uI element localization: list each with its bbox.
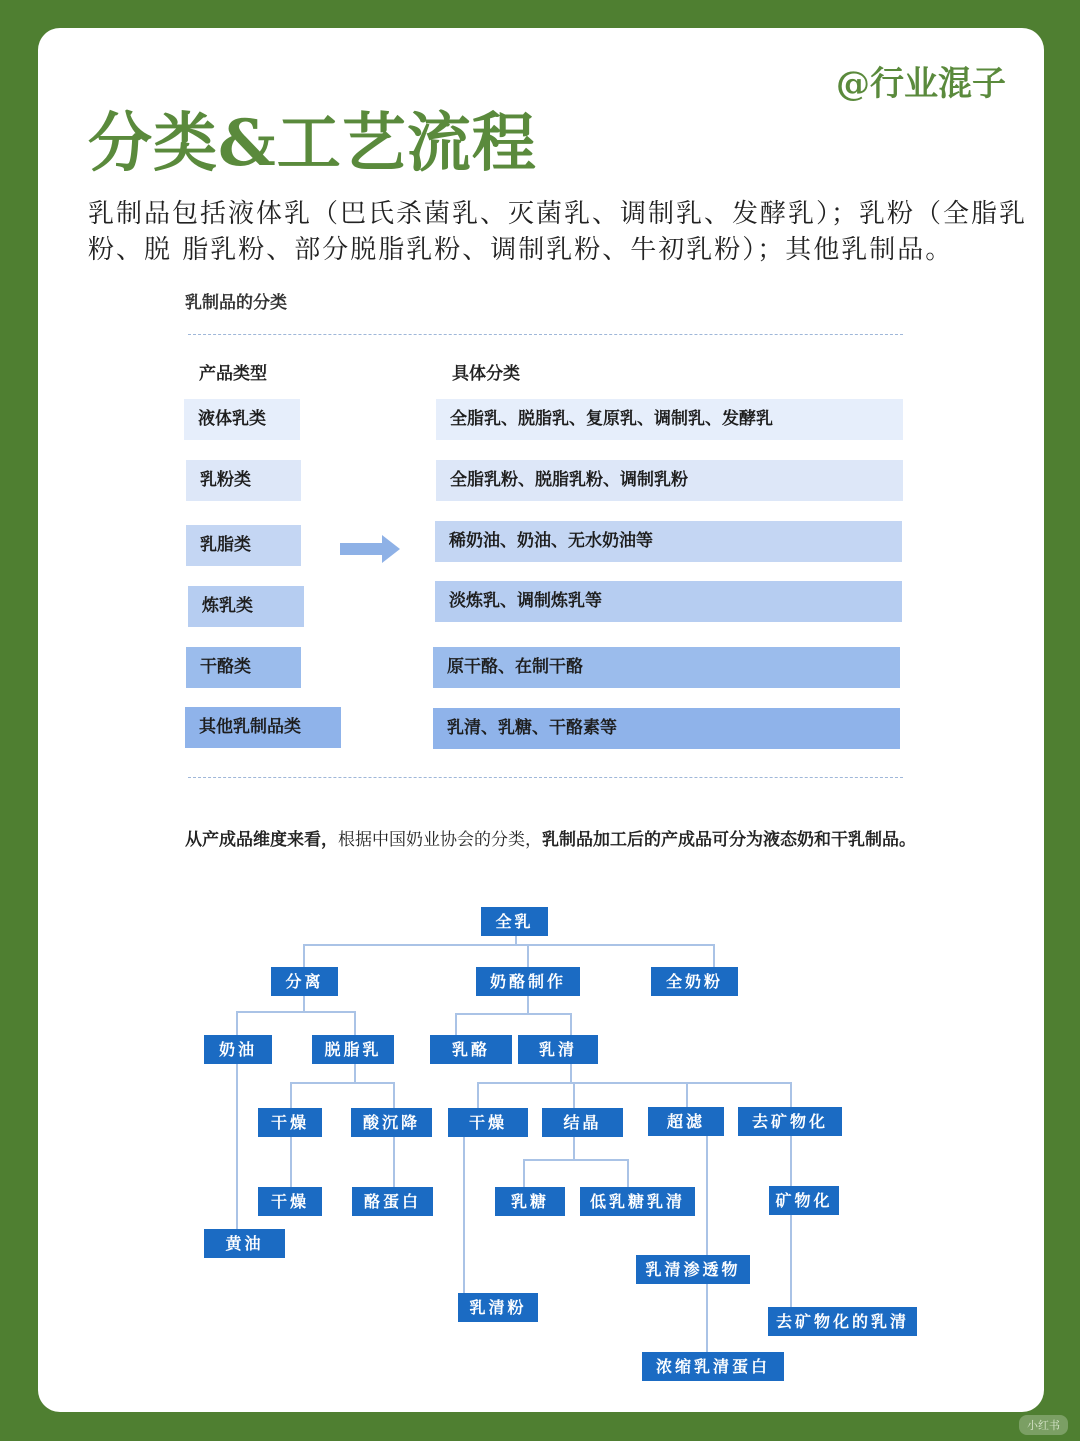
node-butter: 黄油 [204,1229,285,1258]
node-cheese: 乳酪 [430,1035,512,1064]
node-dry: 干燥 [258,1187,322,1216]
node-whey-powder: 乳清粉 [458,1293,538,1322]
node-whey: 乳清 [518,1035,598,1064]
connector-line [477,1082,479,1109]
column-header-type: 产品类型 [199,364,267,384]
connector-line [527,995,529,1013]
node-low-lactose-whey: 低乳糖乳清 [580,1187,695,1216]
watermark-logo: 小红书 [1019,1415,1068,1435]
classification-title: 乳制品的分类 [185,293,287,313]
connector-line [523,1159,525,1188]
connector-line [303,995,305,1011]
type-tag: 炼乳类 [188,586,304,627]
connector-line [790,1082,792,1108]
node-whole-milk: 全乳 [481,907,548,936]
type-tag: 液体乳类 [184,399,300,440]
detail-bar: 原干酪、在制干酪 [433,647,900,688]
node-skim-milk: 脱脂乳 [312,1035,394,1064]
connector-line [393,1082,395,1109]
page-title: 分类&工艺流程 [88,106,537,181]
node-lactose: 乳糖 [495,1187,565,1216]
connector-line [303,944,305,969]
detail-bar: 乳清、乳糖、干酪素等 [433,708,900,749]
connector-line [790,1134,792,1308]
type-tag: 乳粉类 [186,460,301,501]
connector-line [393,1137,395,1187]
detail-bar: 淡炼乳、调制炼乳等 [435,581,902,622]
node-crystallization: 结晶 [542,1108,623,1137]
node-demineralization: 去矿物化 [738,1107,842,1136]
node-cream: 奶油 [204,1035,272,1064]
node-separate: 分离 [271,967,338,996]
detail-bar: 全脂乳、脱脂乳、复原乳、调制乳、发酵乳 [436,399,903,440]
node-whey-protein-concentrate: 浓缩乳清蛋白 [642,1352,784,1381]
connector-line [290,1082,395,1084]
connector-line [686,1082,688,1108]
connector-line [354,1063,356,1082]
detail-bar: 全脂乳粉、脱脂乳粉、调制乳粉 [436,460,903,501]
type-tag: 干酪类 [186,647,301,688]
connector-line [627,1159,629,1188]
node-ultrafiltration: 超滤 [648,1107,724,1136]
type-tag: 其他乳制品类 [185,707,341,748]
connector-line [236,1011,356,1013]
connector-line [706,1134,708,1353]
node-whole-milk-powder: 全奶粉 [651,967,738,996]
node-demineralized-whey: 去矿物化的乳清 [768,1307,917,1336]
connector-line [236,1063,238,1230]
connector-line [573,1082,575,1109]
node-cheese-making: 奶酪制作 [476,967,580,996]
type-tag: 乳脂类 [186,525,301,566]
connector-line [477,1082,792,1084]
paragraph-bold-lead: 从产成品维度来看， [185,830,338,850]
connector-line [523,1159,629,1161]
connector-line [527,944,529,969]
node-acid-precipitation: 酸沉降 [351,1108,432,1137]
node-mineralization: 矿物化 [769,1186,839,1215]
connector-line [354,1011,356,1036]
node-casein: 酪蛋白 [352,1187,433,1216]
connector-line [236,1011,238,1036]
connector-line [290,1082,292,1109]
node-whey-permeate: 乳清渗透物 [636,1255,750,1284]
connector-line [455,1013,572,1015]
paragraph-normal: 根据中国奶业协会的分类， [338,830,542,850]
connector-line [463,1135,465,1295]
connector-line [290,1137,292,1187]
paragraph-bold-tail: 乳制品加工后的产成品可分为液态奶和干乳制品。 [542,830,916,850]
connector-line [570,1013,572,1037]
author-handle: @行业混子 [836,64,1006,104]
column-header-detail: 具体分类 [452,364,520,384]
connector-line [303,944,714,946]
detail-bar: 稀奶油、奶油、无水奶油等 [435,521,902,562]
node-dry: 干燥 [258,1108,322,1137]
node-dry: 干燥 [448,1108,528,1137]
connector-line [573,1135,575,1160]
connector-line [570,1063,572,1083]
intro-text: 乳制品包括液体乳（巴氏杀菌乳、灭菌乳、调制乳、发酵乳）；乳粉（全脂乳粉、脱 脂乳粉、部分脱脂乳粉、调制乳粉、牛初乳粉）；其他乳制品。 [88,199,1028,265]
connector-line [713,944,715,969]
connector-line [455,1013,457,1037]
